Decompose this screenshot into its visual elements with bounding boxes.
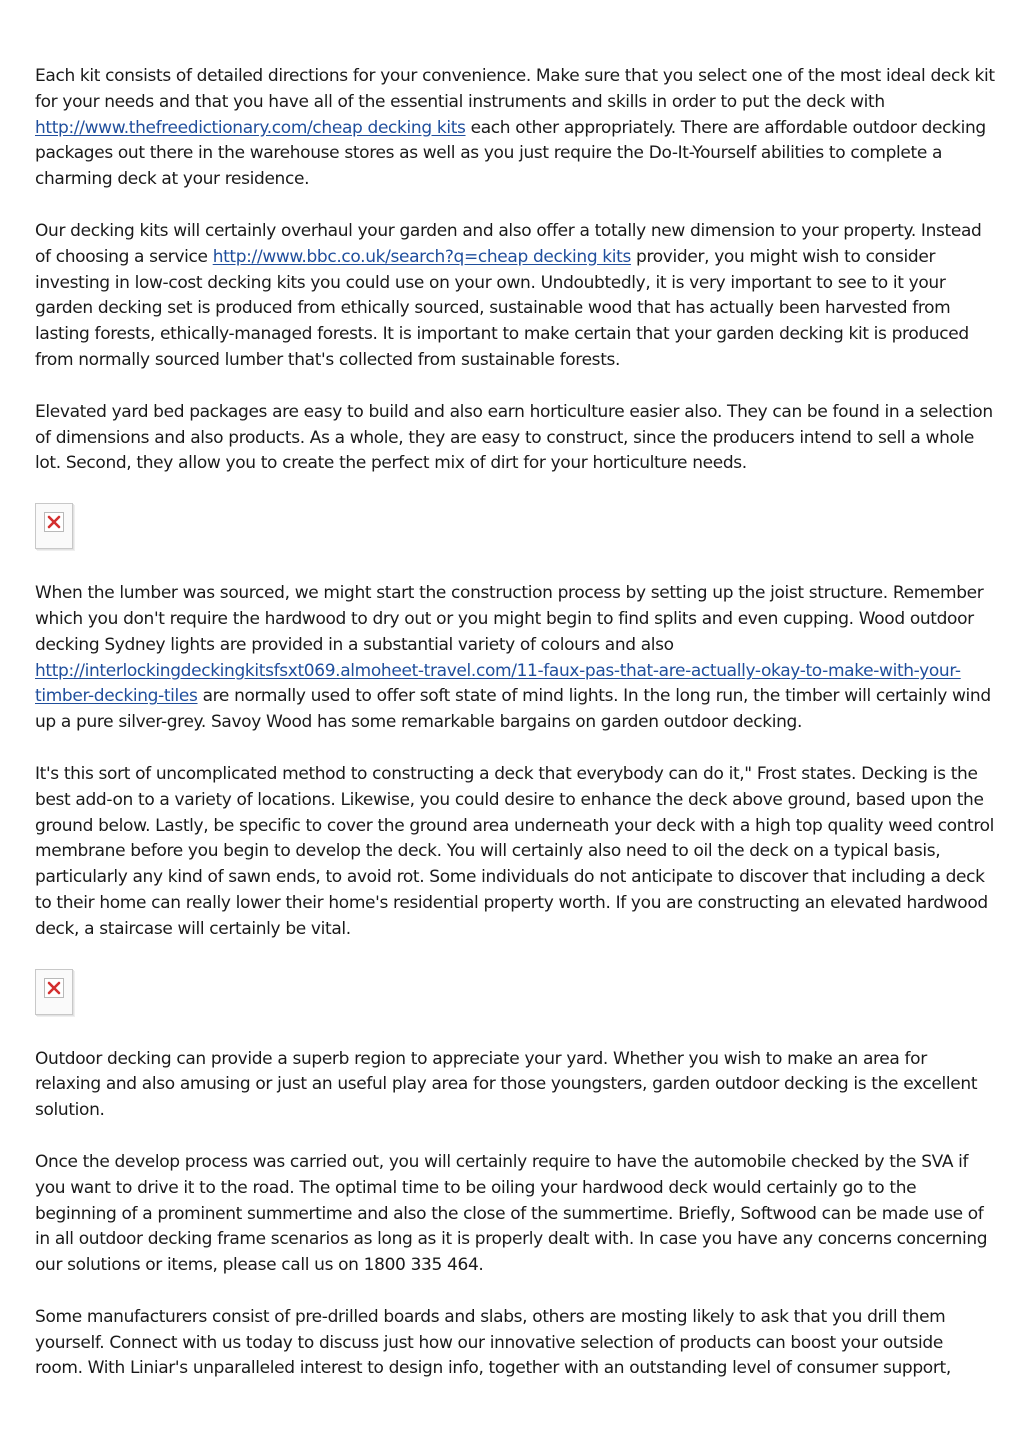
paragraph — [35, 1150, 995, 1279]
broken-image-icon — [44, 978, 64, 998]
paragraph-text: Outdoor decking can provide a superb region to appreciate your yard. Whether you wish to make an area for relaxing and also amusing or just an useful play area for those youngsters, garden outdoor decking is the excellent solution. — [35, 1048, 978, 1121]
paragraph — [35, 581, 995, 736]
broken-image-icon — [44, 512, 64, 532]
broken-image-placeholder — [35, 969, 73, 1015]
paragraph-text: Elevated yard bed packages are easy to build and also earn horticulture easier also. They can be found in a selection of dimensions and also products. As a whole, they are easy to construct, since the producers intend to sell a whole lot. Second, they allow you to create the perfect mix of dirt for your horticulture needs. — [35, 401, 993, 474]
paragraph — [35, 400, 995, 477]
paragraph — [35, 64, 995, 193]
paragraph-text: It's this sort of uncomplicated method to constructing a deck that everybody can do it," Frost states. Decking is the best add-on to a variety of locations. Likewise, you could desire to enhance the deck above ground, based upon the ground below. Lastly, be specific to cover the ground area underneath your deck with a high top quality weed control membrane before you begin to develop the deck. You will certainly also need to oil the deck on a typical basis, particularly any kind of sawn ends, to avoid rot. Some individuals do not anticipate to discover that including a deck to their home can really lower their home's residential property worth. If you are constructing an elevated hardwood deck, a staircase will certainly be vital. — [35, 763, 995, 939]
paragraph-text: Once the develop process was carried out, you will certainly require to have the automobile checked by the SVA if you want to drive it to the road. The optimal time to be oiling your hardwood deck would certainly go to the beginning of a prominent summertime and also the close of the summertime. Briefly, Softwood can be made use of in all outdoor decking frame scenarios as long as it is properly dealt with. In case you have any concerns concerning our solutions or items, please call us on 1800 335 464. — [35, 1151, 988, 1276]
paragraph — [35, 1047, 995, 1124]
paragraph-text: Each kit consists of detailed directions for your convenience. Make sure that you select one of the most ideal deck kit for your needs and that you have all of the essential instruments and skills in order to put the deck with — [35, 66, 995, 112]
paragraph-text: are normally used to offer soft state of mind lights. In the long run, the timber will certainly wind up a pure silver-grey. Savoy Wood has some remarkable bargains on garden outdoor decking. — [35, 686, 991, 733]
paragraph-text: Some manufacturers consist of pre-drilled boards and slabs, others are mosting likely to ask that you drill them yourself. Connect with us today to discuss just how our innovative selection of products can boost your outside room. With Liniar's unparalleled interest to design info, together with an outstanding level of consumer support, — [35, 1306, 951, 1379]
paragraph — [35, 1305, 995, 1382]
interlocking-decking-link[interactable]: http://interlockingdeckingkitsfsxt069.almoheet-travel.com/11-faux-pas-that-are-actually-okay-to-make-with-your-timber-decking-tiles — [35, 660, 961, 707]
paragraph-text: When the lumber was sourced, we might start the construction process by setting up the joist structure. Remember which you don't require the hardwood to dry out or you might begin to find splits and even cupping. Wood outdoor decking Sydney lights are provided in a substantial variety of colours and also — [35, 583, 984, 655]
paragraph-text: provider, you might wish to consider investing in low-cost decking kits you could use on your own. Undoubtedly, it is very important to see to it your garden decking set is produced from ethically sourced, sustainable wood that has actually been harvested from lasting forests, ethically-managed forests. It is important to make certain that your garden decking kit is produced from normally sourced lumber that's collected from sustainable forests. — [35, 246, 969, 370]
bbc-search-link[interactable]: http://www.bbc.co.uk/search?q=cheap decking kits — [212, 246, 631, 267]
thefreedictionary-link[interactable]: http://www.thefreedictionary.com/cheap decking kits — [35, 117, 466, 138]
paragraph-text: Our decking kits will certainly overhaul your garden and also offer a totally new dimension to your property. Instead of choosing a service — [35, 220, 982, 267]
paragraph-text: each other appropriately. There are affordable outdoor decking packages out there in the warehouse stores as well as you just require the Do-It-Yourself abilities to complete a charming deck at your residence. — [35, 117, 986, 190]
broken-image-placeholder — [35, 503, 73, 549]
document-page — [35, 64, 995, 1408]
paragraph — [35, 762, 995, 943]
paragraph — [35, 219, 995, 374]
